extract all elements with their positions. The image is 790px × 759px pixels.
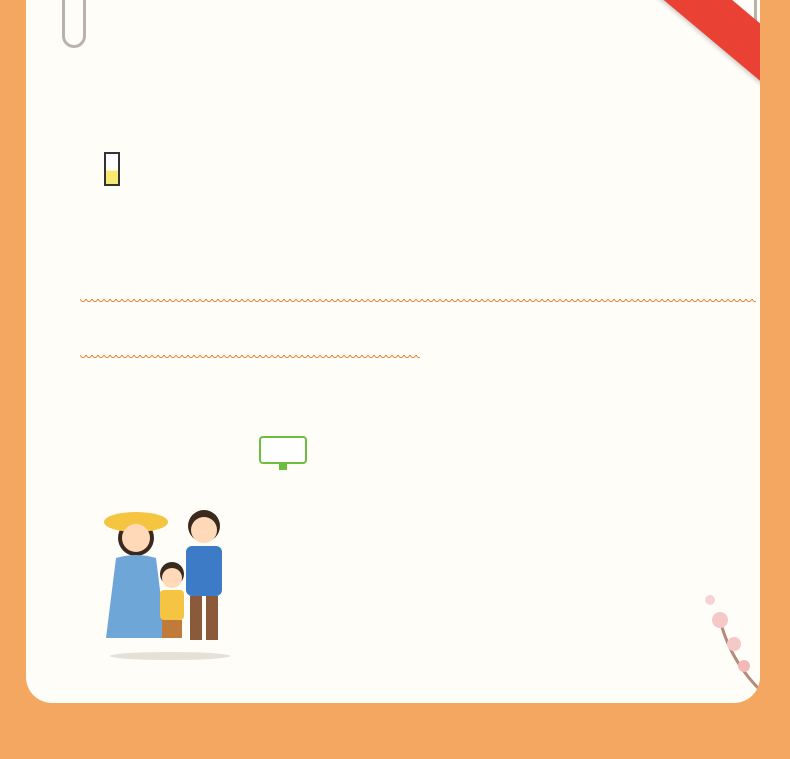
wavy-underline: [80, 299, 756, 305]
wavy-underline: [80, 355, 420, 361]
category-ribbon: [650, 0, 760, 130]
binder-ring-left: [62, 0, 86, 48]
blossom-decoration-icon: [690, 560, 760, 700]
section-title: [104, 152, 120, 186]
family-illustration-icon: [100, 498, 240, 662]
example-tag: [259, 436, 307, 464]
textbook-page: [26, 0, 760, 703]
